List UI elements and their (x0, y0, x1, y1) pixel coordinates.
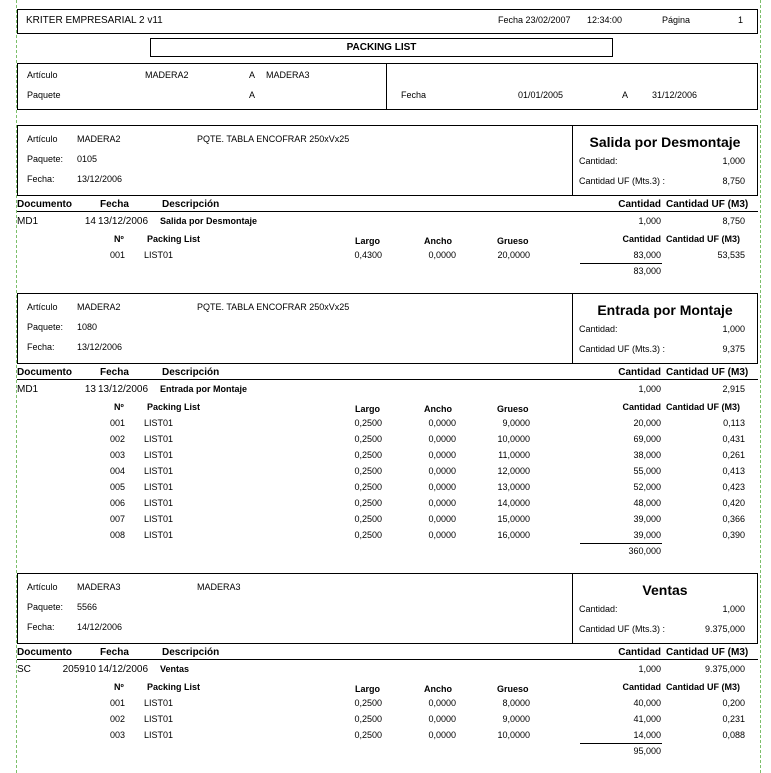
row-cantidad: 38,000 (633, 450, 661, 460)
cantidad-value: 1,000 (722, 324, 745, 334)
col-cantidad-uf: Cantidad UF (M3) (666, 647, 749, 658)
total-rule (580, 743, 662, 744)
row-grueso: 15,0000 (497, 514, 530, 524)
row-cantidad-uf: 0,420 (722, 498, 745, 508)
filter-paquete-label: Paquete (27, 90, 61, 100)
total-cantidad: 360,000 (628, 546, 661, 556)
app-title: KRITER EMPRESARIAL 2 v11 (26, 15, 163, 26)
report-title: PACKING LIST (346, 42, 417, 53)
row-cantidad-uf: 0,431 (722, 434, 745, 444)
doc-cantidad-uf: 9.375,000 (704, 664, 745, 674)
articulo-code: MADERA2 (77, 302, 121, 312)
row-grueso: 20,0000 (497, 250, 530, 260)
col-cantidad-uf: Cantidad UF (M3) (666, 367, 749, 378)
filters-box (17, 63, 758, 110)
fecha-label: Fecha: (27, 174, 55, 184)
row-grueso: 16,0000 (497, 530, 530, 540)
col-row-cantidad: Cantidad (622, 234, 661, 244)
row-ancho: 0,0000 (428, 482, 456, 492)
row-cantidad: 52,000 (633, 482, 661, 492)
row-num: 002 (110, 434, 126, 444)
filter-fecha-from: 01/01/2005 (518, 90, 564, 100)
row-cantidad: 40,000 (633, 698, 661, 708)
row-largo: 0,2500 (354, 434, 382, 444)
cantidad-uf-value: 9,375 (722, 344, 745, 354)
row-num: 001 (110, 418, 126, 428)
col-fecha: Fecha (100, 367, 129, 378)
header-rule (17, 379, 758, 380)
row-ancho: 0,0000 (428, 730, 456, 740)
row-grueso: 11,0000 (498, 450, 530, 460)
col-grueso: Grueso (497, 404, 529, 414)
col-row-cantidad-uf: Cantidad UF (M3) (666, 234, 740, 244)
col-largo: Largo (355, 236, 381, 246)
col-fecha: Fecha (100, 647, 129, 658)
doc-cantidad-uf: 8,750 (722, 216, 745, 226)
row-cantidad-uf: 0,231 (722, 714, 745, 724)
row-largo: 0,2500 (354, 530, 382, 540)
row-cantidad-uf: 0,261 (722, 450, 745, 460)
row-cantidad: 48,000 (633, 498, 661, 508)
col-ancho: Ancho (424, 684, 452, 694)
row-ancho: 0,0000 (428, 714, 456, 724)
movement-title: Ventas (642, 582, 688, 598)
row-num: 006 (110, 498, 126, 508)
filters-divider (386, 63, 387, 110)
col-largo: Largo (355, 684, 381, 694)
col-cantidad: Cantidad (618, 199, 661, 210)
filter-fecha-to: 31/12/2006 (652, 90, 698, 100)
cantidad-uf-label: Cantidad UF (Mts.3) : (579, 624, 666, 634)
filter-articulo-to: MADERA3 (266, 70, 310, 80)
row-ancho: 0,0000 (428, 466, 456, 476)
row-cantidad-uf: 0,088 (722, 730, 745, 740)
row-num: 003 (110, 450, 126, 460)
doc-number: 14 (84, 216, 96, 227)
row-packing-list: LIST01 (144, 498, 174, 508)
page-number: 1 (737, 15, 743, 25)
doc-code: SC (17, 664, 31, 675)
row-ancho: 0,0000 (428, 514, 456, 524)
col-ancho: Ancho (424, 236, 452, 246)
doc-description: Entrada por Montaje (160, 384, 248, 394)
row-largo: 0,2500 (354, 450, 382, 460)
row-cantidad: 20,000 (633, 418, 661, 428)
col-cantidad-uf: Cantidad UF (M3) (666, 199, 749, 210)
col-ancho: Ancho (424, 404, 452, 414)
row-cantidad-uf: 0,423 (722, 482, 745, 492)
row-cantidad: 69,000 (633, 434, 661, 444)
row-ancho: 0,0000 (428, 498, 456, 508)
col-packing-list: Packing List (147, 682, 201, 692)
col-row-cantidad: Cantidad (622, 682, 661, 692)
doc-date: 13/12/2006 (98, 216, 149, 227)
col-packing-list: Packing List (147, 402, 201, 412)
col-documento: Documento (17, 647, 72, 658)
paquete-value: 1080 (77, 322, 98, 332)
col-documento: Documento (17, 367, 72, 378)
col-row-cantidad: Cantidad (622, 402, 661, 412)
row-cantidad-uf: 0,200 (722, 698, 745, 708)
doc-description: Salida por Desmontaje (160, 216, 258, 226)
col-row-cantidad-uf: Cantidad UF (M3) (666, 682, 740, 692)
col-descripcion: Descripción (162, 199, 220, 210)
row-cantidad: 41,000 (633, 714, 661, 724)
col-num: Nº (114, 402, 124, 412)
row-packing-list: LIST01 (144, 450, 174, 460)
row-grueso: 10,0000 (497, 730, 530, 740)
total-cantidad: 83,000 (633, 266, 661, 276)
fecha-value: 13/12/2006 (77, 174, 123, 184)
row-grueso: 12,0000 (497, 466, 530, 476)
doc-cantidad: 1,000 (638, 384, 661, 394)
doc-cantidad: 1,000 (638, 664, 661, 674)
row-packing-list: LIST01 (144, 714, 174, 724)
row-num: 007 (110, 514, 126, 524)
col-row-cantidad-uf: Cantidad UF (M3) (666, 402, 740, 412)
movement-title: Entrada por Montaje (597, 302, 733, 318)
row-num: 005 (110, 482, 126, 492)
doc-cantidad-uf: 2,915 (722, 384, 745, 394)
movement-title: Salida por Desmontaje (589, 134, 741, 150)
row-largo: 0,2500 (354, 514, 382, 524)
row-grueso: 9,0000 (502, 714, 530, 724)
page-label: Página (662, 15, 691, 25)
cantidad-label: Cantidad: (579, 156, 618, 166)
col-grueso: Grueso (497, 236, 529, 246)
print-date: Fecha 23/02/2007 (498, 15, 571, 25)
filter-paquete-sep: A (249, 90, 256, 100)
row-grueso: 9,0000 (502, 418, 530, 428)
total-rule (580, 543, 662, 544)
row-grueso: 8,0000 (502, 698, 530, 708)
header-rule (17, 659, 758, 660)
articulo-code: MADERA3 (77, 582, 121, 592)
doc-date: 13/12/2006 (98, 384, 149, 395)
articulo-desc: MADERA3 (197, 582, 241, 592)
filter-fecha-label: Fecha (401, 90, 427, 100)
row-largo: 0,2500 (354, 730, 382, 740)
row-cantidad: 14,000 (633, 730, 661, 740)
fecha-label: Fecha: (27, 342, 55, 352)
row-packing-list: LIST01 (144, 730, 174, 740)
doc-code: MD1 (17, 384, 39, 395)
col-largo: Largo (355, 404, 381, 414)
doc-description: Ventas (160, 664, 190, 674)
articulo-label: Artículo (27, 582, 58, 592)
row-largo: 0,4300 (354, 250, 382, 260)
articulo-code: MADERA2 (77, 134, 121, 144)
row-packing-list: LIST01 (144, 482, 174, 492)
filter-articulo-label: Artículo (27, 70, 58, 80)
row-cantidad: 55,000 (633, 466, 661, 476)
row-ancho: 0,0000 (428, 434, 456, 444)
row-ancho: 0,0000 (428, 250, 456, 260)
row-grueso: 10,0000 (497, 434, 530, 444)
row-packing-list: LIST01 (144, 418, 174, 428)
cantidad-label: Cantidad: (579, 324, 618, 334)
row-largo: 0,2500 (354, 698, 382, 708)
row-grueso: 13,0000 (497, 482, 530, 492)
row-packing-list: LIST01 (144, 698, 174, 708)
cantidad-uf-label: Cantidad UF (Mts.3) : (579, 176, 666, 186)
cantidad-uf-label: Cantidad UF (Mts.3) : (579, 344, 666, 354)
row-cantidad-uf: 0,113 (723, 418, 745, 428)
row-largo: 0,2500 (354, 498, 382, 508)
doc-number: 13 (84, 384, 96, 395)
row-largo: 0,2500 (354, 466, 382, 476)
filter-articulo-from: MADERA2 (145, 70, 189, 80)
fecha-label: Fecha: (27, 622, 55, 632)
doc-code: MD1 (17, 216, 39, 227)
row-ancho: 0,0000 (428, 698, 456, 708)
paquete-label: Paquete: (27, 154, 64, 164)
row-num: 001 (110, 250, 126, 260)
doc-cantidad: 1,000 (638, 216, 661, 226)
col-descripcion: Descripción (162, 647, 220, 658)
col-num: Nº (114, 234, 124, 244)
row-num: 001 (110, 698, 126, 708)
articulo-label: Artículo (27, 134, 58, 144)
row-packing-list: LIST01 (144, 250, 174, 260)
cantidad-uf-value: 8,750 (722, 176, 745, 186)
row-largo: 0,2500 (354, 714, 382, 724)
row-cantidad-uf: 0,413 (722, 466, 745, 476)
row-largo: 0,2500 (354, 482, 382, 492)
row-cantidad: 83,000 (633, 250, 661, 260)
row-num: 003 (110, 730, 126, 740)
row-cantidad-uf: 0,366 (722, 514, 745, 524)
cantidad-value: 1,000 (722, 604, 745, 614)
fecha-value: 14/12/2006 (77, 622, 123, 632)
row-packing-list: LIST01 (144, 530, 174, 540)
paquete-label: Paquete: (27, 602, 64, 612)
doc-number: 205910 (62, 664, 96, 675)
row-grueso: 14,0000 (497, 498, 530, 508)
doc-date: 14/12/2006 (98, 664, 149, 675)
row-cantidad-uf: 0,390 (722, 530, 745, 540)
row-num: 004 (110, 466, 126, 476)
articulo-desc: PQTE. TABLA ENCOFRAR 250xVx25 (197, 302, 350, 312)
articulo-desc: PQTE. TABLA ENCOFRAR 250xVx25 (197, 134, 350, 144)
col-packing-list: Packing List (147, 234, 201, 244)
col-num: Nº (114, 682, 124, 692)
row-ancho: 0,0000 (428, 530, 456, 540)
paquete-value: 5566 (77, 602, 98, 612)
col-documento: Documento (17, 199, 72, 210)
row-ancho: 0,0000 (428, 450, 456, 460)
row-cantidad: 39,000 (633, 530, 661, 540)
row-largo: 0,2500 (354, 418, 382, 428)
cantidad-label: Cantidad: (579, 604, 618, 614)
col-fecha: Fecha (100, 199, 129, 210)
row-cantidad: 39,000 (633, 514, 661, 524)
total-cantidad: 95,000 (633, 746, 661, 756)
row-packing-list: LIST01 (144, 466, 174, 476)
col-grueso: Grueso (497, 684, 529, 694)
filter-fecha-sep: A (622, 90, 629, 100)
row-packing-list: LIST01 (144, 434, 174, 444)
row-cantidad-uf: 53,535 (717, 250, 745, 260)
filter-articulo-sep: A (249, 70, 256, 80)
row-num: 008 (110, 530, 126, 540)
cantidad-uf-value: 9.375,000 (704, 624, 745, 634)
col-cantidad: Cantidad (618, 647, 661, 658)
row-ancho: 0,0000 (428, 418, 456, 428)
cantidad-value: 1,000 (722, 156, 745, 166)
header-rule (17, 211, 758, 212)
print-time: 12:34:00 (587, 15, 623, 25)
articulo-label: Artículo (27, 302, 58, 312)
paquete-value: 0105 (77, 154, 98, 164)
row-packing-list: LIST01 (144, 514, 174, 524)
row-num: 002 (110, 714, 126, 724)
total-rule (580, 263, 662, 264)
col-descripcion: Descripción (162, 367, 220, 378)
col-cantidad: Cantidad (618, 367, 661, 378)
fecha-value: 13/12/2006 (77, 342, 123, 352)
paquete-label: Paquete: (27, 322, 64, 332)
